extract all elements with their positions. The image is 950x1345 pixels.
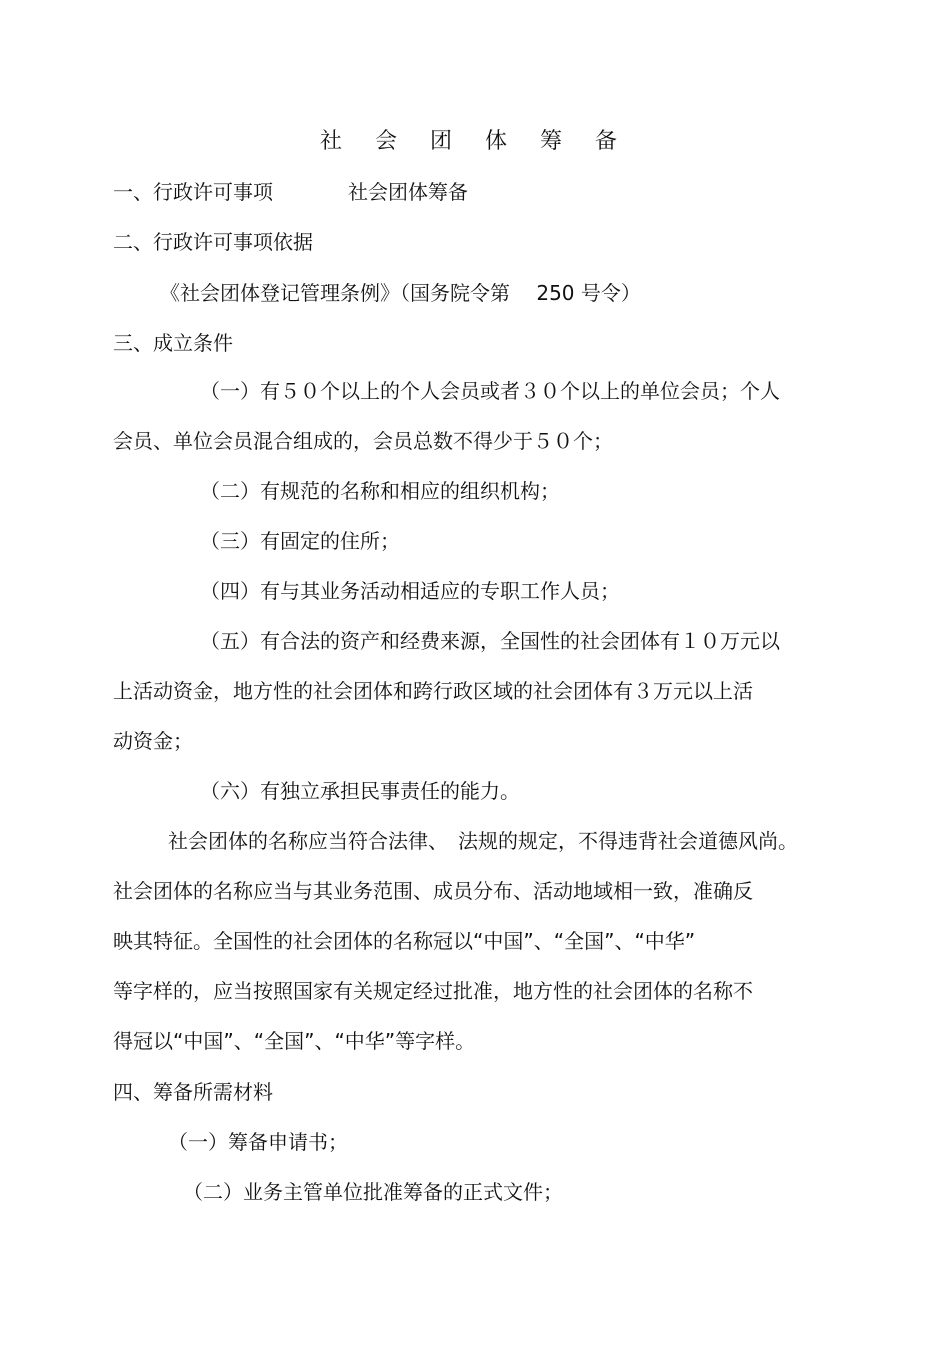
name-note-line-3: 映其特征。全国性的社会团体的名称冠以“中国”、“全国”、“中华” [113, 929, 696, 953]
section-2-heading: 二、行政许可事项依据 [113, 230, 313, 254]
condition-5-line-1: （五）有合法的资产和经费来源，全国性的社会团体有１０万元以 [200, 629, 780, 653]
name-note-line-1: 社会团体的名称应当符合法律、 法规的规定，不得违背社会道德风尚。 [168, 829, 798, 853]
section-2-basis: 《社会团体登记管理条例》（国务院令第 250 号令） [160, 281, 641, 305]
page-title: 社 会 团 体 筹 备 [320, 129, 630, 154]
name-note-line-2: 社会团体的名称应当与其业务范围、成员分布、活动地域相一致，准确反 [113, 879, 753, 903]
section-3-heading: 三、成立条件 [113, 331, 233, 355]
condition-2: （二）有规范的名称和相应的组织机构； [200, 479, 560, 503]
condition-3: （三）有固定的住所； [200, 529, 400, 553]
name-note-line-5: 得冠以“中国”、“全国”、“中华”等字样。 [113, 1029, 476, 1053]
condition-1-line-1: （一）有５０个以上的个人会员或者３０个以上的单位会员；个人 [200, 379, 780, 403]
section-1-heading: 一、行政许可事项 [113, 180, 273, 204]
condition-1-line-2: 会员、单位会员混合组成的，会员总数不得少于５０个； [113, 429, 613, 453]
condition-5-line-2: 上活动资金，地方性的社会团体和跨行政区域的社会团体有３万元以上活 [113, 679, 753, 703]
material-2: （二）业务主管单位批准筹备的正式文件； [183, 1180, 563, 1204]
condition-4: （四）有与其业务活动相适应的专职工作人员； [200, 579, 620, 603]
name-note-line-4: 等字样的，应当按照国家有关规定经过批准，地方性的社会团体的名称不 [113, 979, 753, 1003]
material-1: （一）筹备申请书； [168, 1130, 348, 1154]
section-1-value: 社会团体筹备 [348, 180, 468, 204]
condition-6: （六）有独立承担民事责任的能力。 [200, 779, 520, 803]
section-4-heading: 四、筹备所需材料 [113, 1080, 273, 1104]
condition-5-line-3: 动资金； [113, 729, 193, 753]
